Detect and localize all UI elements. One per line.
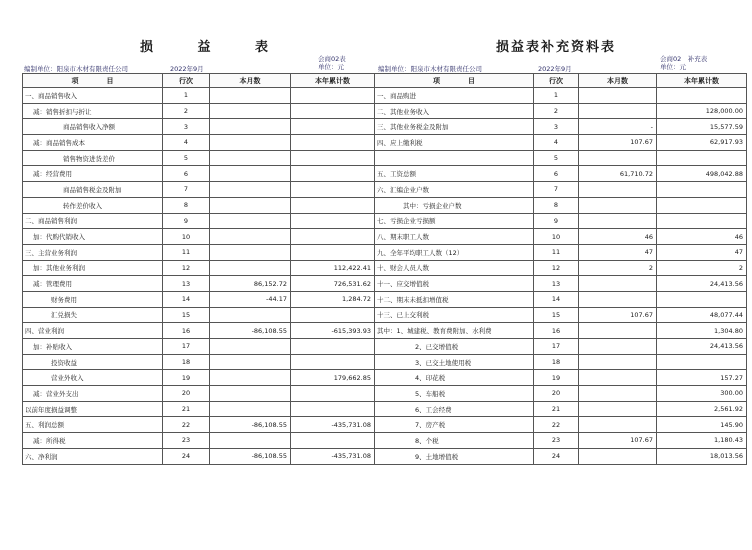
- left-line-header: 行次: [163, 74, 210, 88]
- right-unit-label: 单位：元: [660, 63, 686, 71]
- left-line-cell: 24: [163, 448, 210, 464]
- right-line-cell: 20: [534, 386, 579, 402]
- right-line-cell: 17: [534, 339, 579, 355]
- right-month-cell: 2: [579, 260, 657, 276]
- left-line-cell: 23: [163, 433, 210, 449]
- left-month-cell: [210, 150, 291, 166]
- left-month-cell: [210, 370, 291, 386]
- right-ytd-cell: 18,013.56: [657, 448, 747, 464]
- left-line-cell: 20: [163, 386, 210, 402]
- left-ytd-cell: [291, 88, 375, 104]
- right-month-cell: [579, 291, 657, 307]
- right-month-header: 本月数: [579, 74, 657, 88]
- left-month-cell: 86,152.72: [210, 276, 291, 292]
- right-item-cell: 十一、应交增值税: [375, 276, 534, 292]
- left-item-cell: 商品销售税金及附加: [23, 182, 163, 198]
- left-line-cell: 2: [163, 103, 210, 119]
- right-item-cell: 六、汇编企业户数: [375, 182, 534, 198]
- right-item-cell: 9、土地增值税: [375, 448, 534, 464]
- left-item-cell: 以前年度损益调整: [23, 401, 163, 417]
- left-month-header: 本月数: [210, 74, 291, 88]
- income-statement-title: 损 益 表: [140, 40, 270, 55]
- right-ytd-cell: 2,561.92: [657, 401, 747, 417]
- left-ytd-cell: [291, 103, 375, 119]
- left-ytd-cell: [291, 197, 375, 213]
- left-line-cell: 16: [163, 323, 210, 339]
- left-line-cell: 13: [163, 276, 210, 292]
- report-table: [22, 73, 747, 465]
- table-row: [23, 150, 747, 166]
- left-item-cell: 二、商品销售利润: [23, 213, 163, 229]
- right-period: 2022年9月: [538, 65, 572, 73]
- left-item-cell: 六、净利润: [23, 448, 163, 464]
- right-ytd-cell: 48,077.44: [657, 307, 747, 323]
- left-month-cell: [210, 103, 291, 119]
- table-row: [23, 119, 747, 135]
- right-month-cell: [579, 213, 657, 229]
- right-month-cell: [579, 401, 657, 417]
- header-row: [23, 74, 747, 88]
- right-ytd-cell: [657, 88, 747, 104]
- left-month-cell: [210, 401, 291, 417]
- left-line-cell: 19: [163, 370, 210, 386]
- left-month-cell: -86,108.55: [210, 417, 291, 433]
- table-row: [23, 323, 747, 339]
- table-row: [23, 88, 747, 104]
- table-row: [23, 307, 747, 323]
- left-ytd-cell: [291, 354, 375, 370]
- left-line-cell: 11: [163, 244, 210, 260]
- right-line-cell: 10: [534, 229, 579, 245]
- left-item-cell: 一、商品销售收入: [23, 88, 163, 104]
- right-form-code: 会商02 补充表: [660, 55, 708, 63]
- left-month-cell: [210, 339, 291, 355]
- left-ytd-cell: [291, 401, 375, 417]
- left-month-cell: [210, 88, 291, 104]
- right-item-cell: [375, 150, 534, 166]
- left-ytd-cell: [291, 135, 375, 151]
- left-ytd-header: 本年累计数: [291, 74, 375, 88]
- left-month-cell: [210, 166, 291, 182]
- left-ytd-cell: [291, 307, 375, 323]
- left-line-cell: 3: [163, 119, 210, 135]
- right-month-cell: 107.67: [579, 433, 657, 449]
- right-ytd-cell: 62,917.93: [657, 135, 747, 151]
- right-item-header: 项 目: [375, 74, 534, 88]
- right-month-cell: -: [579, 119, 657, 135]
- table-row: [23, 291, 747, 307]
- right-item-cell: 5、车船税: [375, 386, 534, 402]
- right-ytd-cell: 157.27: [657, 370, 747, 386]
- right-ytd-cell: [657, 291, 747, 307]
- left-ytd-cell: [291, 386, 375, 402]
- right-item-cell: 4、印花税: [375, 370, 534, 386]
- right-item-cell: 九、全年平均职工人数（12）: [375, 244, 534, 260]
- right-item-cell: 五、工资总额: [375, 166, 534, 182]
- right-month-cell: 107.67: [579, 307, 657, 323]
- table-row: [23, 229, 747, 245]
- left-month-cell: [210, 182, 291, 198]
- right-item-cell: 其中：1、城建税、教育费附加、水利费: [375, 323, 534, 339]
- left-line-cell: 21: [163, 401, 210, 417]
- left-month-cell: [210, 229, 291, 245]
- right-ytd-cell: [657, 150, 747, 166]
- right-month-cell: [579, 354, 657, 370]
- left-line-cell: 12: [163, 260, 210, 276]
- right-line-cell: 12: [534, 260, 579, 276]
- right-line-cell: 4: [534, 135, 579, 151]
- right-line-cell: 6: [534, 166, 579, 182]
- right-item-cell: 3、已交土地使用税: [375, 354, 534, 370]
- right-line-cell: 5: [534, 150, 579, 166]
- right-ytd-cell: 24,413.56: [657, 276, 747, 292]
- right-ytd-cell: 46: [657, 229, 747, 245]
- right-line-cell: 8: [534, 197, 579, 213]
- left-ytd-cell: [291, 166, 375, 182]
- table-row: [23, 135, 747, 151]
- left-item-cell: 销售物资进货差价: [23, 150, 163, 166]
- right-item-cell: 十三、已上交利税: [375, 307, 534, 323]
- right-month-cell: [579, 88, 657, 104]
- left-line-cell: 6: [163, 166, 210, 182]
- left-item-header: 项 目: [23, 74, 163, 88]
- table-row: [23, 448, 747, 464]
- right-company: 编制单位：阳泉市木材有限责任公司: [378, 65, 482, 73]
- left-form-code: 会商02表: [318, 55, 346, 63]
- table-row: [23, 103, 747, 119]
- left-item-cell: 减：管理费用: [23, 276, 163, 292]
- left-item-cell: 财务费用: [23, 291, 163, 307]
- left-ytd-cell: [291, 182, 375, 198]
- left-line-cell: 18: [163, 354, 210, 370]
- right-line-cell: 21: [534, 401, 579, 417]
- right-item-cell: 其中：亏损企业户数: [375, 197, 534, 213]
- right-ytd-cell: 2: [657, 260, 747, 276]
- left-month-cell: -44.17: [210, 291, 291, 307]
- left-item-cell: 减：营业外支出: [23, 386, 163, 402]
- table-row: [23, 260, 747, 276]
- right-item-cell: 2、已交增值税: [375, 339, 534, 355]
- right-line-cell: 7: [534, 182, 579, 198]
- right-ytd-cell: [657, 197, 747, 213]
- right-ytd-cell: [657, 213, 747, 229]
- right-month-cell: [579, 417, 657, 433]
- left-ytd-cell: 726,531.62: [291, 276, 375, 292]
- left-line-cell: 5: [163, 150, 210, 166]
- right-item-cell: 四、应上缴利税: [375, 135, 534, 151]
- right-item-cell: 三、其他业务税金及附加: [375, 119, 534, 135]
- table-row: [23, 182, 747, 198]
- table-row: [23, 166, 747, 182]
- left-item-cell: 减：所得税: [23, 433, 163, 449]
- right-ytd-cell: 15,577.59: [657, 119, 747, 135]
- right-item-cell: 八、期末职工人数: [375, 229, 534, 245]
- right-month-cell: [579, 182, 657, 198]
- left-item-cell: 减：商品销售成本: [23, 135, 163, 151]
- right-month-cell: [579, 197, 657, 213]
- right-item-cell: 一、商品购进: [375, 88, 534, 104]
- right-line-cell: 1: [534, 88, 579, 104]
- left-month-cell: [210, 260, 291, 276]
- left-month-cell: [210, 354, 291, 370]
- left-item-cell: 营业外收入: [23, 370, 163, 386]
- right-line-cell: 11: [534, 244, 579, 260]
- left-month-cell: -86,108.55: [210, 323, 291, 339]
- left-line-cell: 17: [163, 339, 210, 355]
- right-line-cell: 24: [534, 448, 579, 464]
- right-ytd-cell: 24,413.56: [657, 339, 747, 355]
- right-line-cell: 18: [534, 354, 579, 370]
- right-month-cell: [579, 339, 657, 355]
- left-ytd-cell: -435,731.08: [291, 417, 375, 433]
- left-line-cell: 4: [163, 135, 210, 151]
- left-item-cell: 商品销售收入净额: [23, 119, 163, 135]
- table-row: [23, 386, 747, 402]
- right-line-cell: 23: [534, 433, 579, 449]
- right-ytd-cell: 1,304.80: [657, 323, 747, 339]
- right-line-cell: 3: [534, 119, 579, 135]
- left-month-cell: [210, 307, 291, 323]
- right-ytd-cell: 145.90: [657, 417, 747, 433]
- left-month-cell: [210, 197, 291, 213]
- left-item-cell: 汇兑损失: [23, 307, 163, 323]
- left-item-cell: 减：销售折扣与折让: [23, 103, 163, 119]
- right-month-cell: 107.67: [579, 135, 657, 151]
- right-item-cell: 6、工会经费: [375, 401, 534, 417]
- right-item-cell: 二、其他业务收入: [375, 103, 534, 119]
- right-ytd-cell: 128,000.00: [657, 103, 747, 119]
- right-ytd-cell: [657, 182, 747, 198]
- right-month-cell: [579, 103, 657, 119]
- right-line-header: 行次: [534, 74, 579, 88]
- left-company: 编制单位：阳泉市木材有限责任公司: [24, 65, 128, 73]
- right-item-cell: 8、个税: [375, 433, 534, 449]
- table-row: [23, 417, 747, 433]
- left-ytd-cell: [291, 229, 375, 245]
- right-item-cell: 十二、期末未抵扣增值税: [375, 291, 534, 307]
- table-row: [23, 433, 747, 449]
- table-row: [23, 370, 747, 386]
- right-line-cell: 9: [534, 213, 579, 229]
- table-row: [23, 401, 747, 417]
- right-ytd-cell: 1,180.43: [657, 433, 747, 449]
- table-row: [23, 276, 747, 292]
- left-line-cell: 8: [163, 197, 210, 213]
- left-item-cell: 加：补贴收入: [23, 339, 163, 355]
- left-period: 2022年9月: [170, 65, 204, 73]
- table-row: [23, 339, 747, 355]
- left-ytd-cell: [291, 119, 375, 135]
- right-month-cell: [579, 370, 657, 386]
- right-ytd-cell: 300.00: [657, 386, 747, 402]
- right-month-cell: 47: [579, 244, 657, 260]
- left-month-cell: -86,108.55: [210, 448, 291, 464]
- table-row: [23, 213, 747, 229]
- right-ytd-header: 本年累计数: [657, 74, 747, 88]
- table-row: [23, 354, 747, 370]
- left-line-cell: 9: [163, 213, 210, 229]
- left-ytd-cell: 1,284.72: [291, 291, 375, 307]
- right-line-cell: 19: [534, 370, 579, 386]
- right-month-cell: 61,710.72: [579, 166, 657, 182]
- left-item-cell: 投资收益: [23, 354, 163, 370]
- left-ytd-cell: [291, 213, 375, 229]
- left-line-cell: 7: [163, 182, 210, 198]
- table-row: [23, 244, 747, 260]
- right-ytd-cell: 47: [657, 244, 747, 260]
- left-ytd-cell: 179,662.85: [291, 370, 375, 386]
- right-item-cell: 7、房产税: [375, 417, 534, 433]
- left-line-cell: 10: [163, 229, 210, 245]
- right-month-cell: [579, 150, 657, 166]
- right-line-cell: 2: [534, 103, 579, 119]
- left-ytd-cell: [291, 244, 375, 260]
- left-ytd-cell: 112,422.41: [291, 260, 375, 276]
- supplementary-title: 损益表补充资料表: [496, 40, 617, 55]
- left-item-cell: 加：代购代销收入: [23, 229, 163, 245]
- right-line-cell: 22: [534, 417, 579, 433]
- right-ytd-cell: [657, 354, 747, 370]
- left-ytd-cell: [291, 339, 375, 355]
- left-line-cell: 14: [163, 291, 210, 307]
- right-month-cell: 46: [579, 229, 657, 245]
- left-line-cell: 15: [163, 307, 210, 323]
- left-item-cell: 五、利润总额: [23, 417, 163, 433]
- left-ytd-cell: -615,393.93: [291, 323, 375, 339]
- left-unit-label: 单位：元: [318, 63, 344, 71]
- left-item-cell: 加：其他业务利润: [23, 260, 163, 276]
- left-ytd-cell: [291, 150, 375, 166]
- right-item-cell: 十、财会人员人数: [375, 260, 534, 276]
- left-month-cell: [210, 135, 291, 151]
- left-month-cell: [210, 244, 291, 260]
- right-line-cell: 13: [534, 276, 579, 292]
- right-line-cell: 15: [534, 307, 579, 323]
- left-month-cell: [210, 213, 291, 229]
- left-line-cell: 22: [163, 417, 210, 433]
- left-ytd-cell: -435,731.08: [291, 448, 375, 464]
- right-line-cell: 16: [534, 323, 579, 339]
- left-item-cell: 四、营业利润: [23, 323, 163, 339]
- left-month-cell: [210, 433, 291, 449]
- left-ytd-cell: [291, 433, 375, 449]
- right-item-cell: 七、亏损企业亏损额: [375, 213, 534, 229]
- left-item-cell: 转作差价收入: [23, 197, 163, 213]
- right-month-cell: [579, 386, 657, 402]
- right-line-cell: 14: [534, 291, 579, 307]
- left-item-cell: 三、主营业务利润: [23, 244, 163, 260]
- right-month-cell: [579, 276, 657, 292]
- left-item-cell: 减：经营费用: [23, 166, 163, 182]
- table-row: [23, 197, 747, 213]
- left-month-cell: [210, 386, 291, 402]
- left-line-cell: 1: [163, 88, 210, 104]
- right-month-cell: [579, 323, 657, 339]
- right-month-cell: [579, 448, 657, 464]
- right-ytd-cell: 498,042.88: [657, 166, 747, 182]
- left-month-cell: [210, 119, 291, 135]
